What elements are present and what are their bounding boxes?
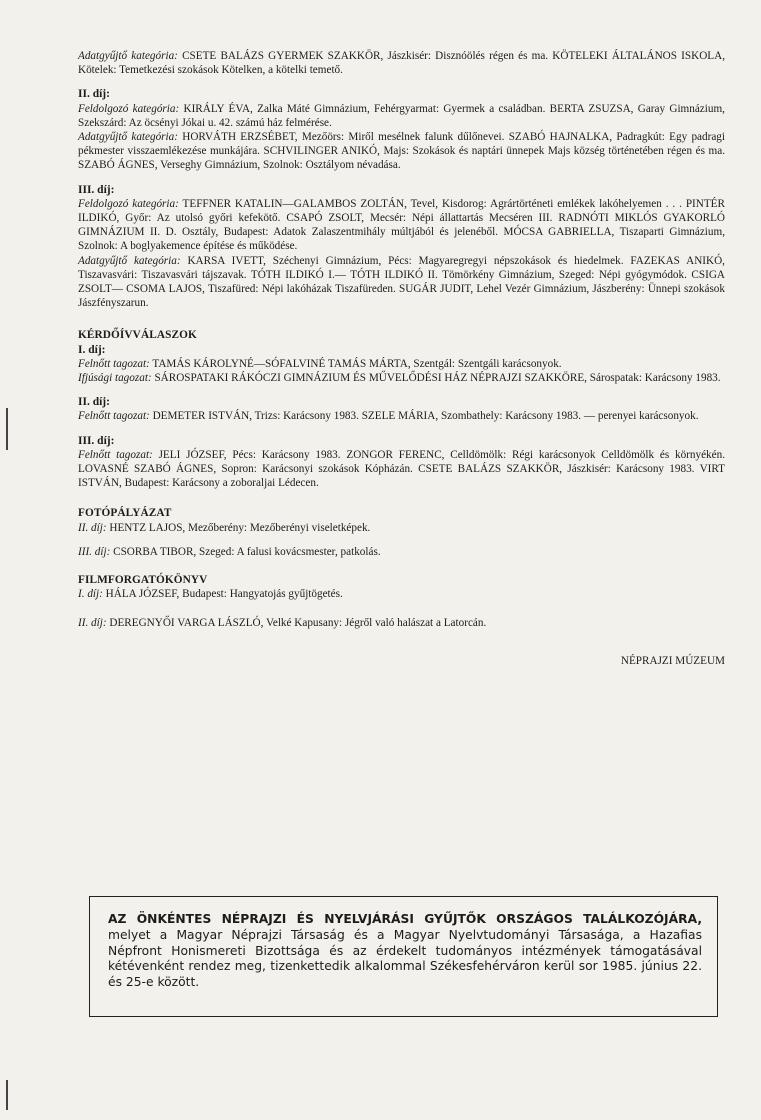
- entry-text: HORVÁTH ERZSÉBET, Mezőörs: Miről mesélnek falunk dűlőnevei. SZABÓ HAJNALKA, Padragkút: Egy padragi pékmester visszaemlékezése munkájára. SCHVILINGER ANIKÓ, Majs: Szokások és naptári ünnepek Majs község történetében régen és ma. SZABÓ ÁGNES, Verseghy Gimnázium, Szolnok: Osztályom névadása.: [78, 131, 725, 172]
- category-label: Feldolgozó kategória:: [78, 197, 179, 210]
- category-label: Feldolgozó kategória:: [78, 102, 180, 115]
- prize-3-feldolgozo: [78, 197, 725, 254]
- section1-tail: [78, 49, 725, 77]
- film-prize-1: [78, 587, 725, 601]
- prize-3-adatgyujto: [78, 254, 725, 311]
- foto-prize-3: [78, 545, 725, 559]
- entry-text: TEFFNER KATALIN—GALAMBOS ZOLTÁN, Tevel, Kisdorog: Agrártörténeti emlékek lakóhelyemen . . . PINTÉR ILDIKÓ, Győr: Az utolsó győri kefekötő. CSAPÓ ZSOLT, Mecsér: Népi állattartás Mecséren III. RADNÓTI MIKLÓS GYAKORLÓ GIMNÁZIUM II. D. Osztály, Budapest: Adatok Zalaszentmihály múltjából és jelenéből. MÓCSA GABRIELLA, Tiszaparti Gimnázium, Szolnok: A boglyakemence építése és működése.: [78, 197, 725, 253]
- kerdoiv-prize-3-felnott: [78, 448, 725, 491]
- results-text: [78, 49, 725, 668]
- prize-label: II. díj:: [78, 521, 107, 534]
- entry-text: HENTZ LAJOS, Mezőberény: Mezőberényi viseletképek.: [106, 521, 371, 534]
- foto-section-title: FOTÓPÁLYÁZAT: [78, 507, 172, 520]
- scan-edge-mark: [6, 1080, 8, 1110]
- entry-text: KARSA IVETT, Széchenyi Gimnázium, Pécs: Magyaregregyi népszokások és hiedelmek. FAZEKAS ANIKÓ, Tiszavasvári: Tiszavasvári tájszavak. TÓTH ILDIKÓ I.— TÓTH ILDIKÓ II. Tömörkény Gimnázium, Szeged: Népi gyógymódok. CSIGA ZSOLT— CSOMA LAJOS, Tiszafüred: Népi lakóházak Tiszafüreden. SUGÁR JUDIT, Lehel Vezér Gimnázium, Jászberény: Ünnepi szokások Jászfényszarun.: [78, 254, 725, 310]
- kerdoiv-prize-1-ifjusagi: [78, 371, 725, 385]
- entry-text: DEMETER ISTVÁN, Trizs: Karácsony 1983. SZELE MÁRIA, Szombathely: Karácsony 1983. — perenyei karácsonyok.: [149, 410, 699, 423]
- entry-text: KIRÁLY ÉVA, Zalka Máté Gimnázium, Fehérgyarmat: Gyermek a családban. BERTA ZSUZSA, Garay Gimnázium, Szekszárd: Az öcsényi Jókai u. 42. számú ház felmérése.: [78, 102, 725, 129]
- kerdoiv-prize-1-felnott: [78, 357, 725, 371]
- entry-text: DEREGNYŐI VARGA LÁSZLÓ, Velké Kapusany: Jégről való halászat a Latorcán.: [106, 616, 487, 629]
- category-label: Adatgyűjtő kategória:: [78, 254, 181, 267]
- entry-text: SÁROSPATAKI RÁKÓCZI GIMNÁZIUM ÉS MŰVELŐDÉSI HÁZ NÉPRAJZI SZAKKÖRE, Sárospatak: Karácsony 1983.: [151, 372, 721, 385]
- notice-bold-lead: AZ ÖNKÉNTES NÉPRAJZI ÉS NYELVJÁRÁSI GYŰJTŐK ORSZÁGOS TALÁLKOZÓJÁRA,: [108, 912, 702, 926]
- category-label: Felnőtt tagozat:: [78, 410, 150, 423]
- kerdoiv-prize-2-heading: II. díj:: [78, 396, 110, 409]
- kerdoiv-prize-1-heading: I. díj:: [78, 343, 106, 356]
- prize-label: I. díj:: [78, 588, 103, 601]
- entry-text: CSETE BALÁZS GYERMEK SZAKKÖR, Jászkisér: Disznóölés régen és ma. KÖTELEKI ÁLTALÁNOS ISKOLA, Kötelek: Temetkezési szokások Kötelken, a kötelki temető.: [78, 50, 725, 77]
- entry-text: JELI JÓZSEF, Pécs: Karácsony 1983. ZONGOR FERENC, Celldömölk: Régi karácsonyok Celldömölk és környékén. LOVASNÉ SZABÓ ÁGNES, Sopron: Karácsonyi szokások Kópházán. CSETE BALÁZS SZAKKÖR, Jászkisér: Karácsony 1983. VIRT ISTVÁN, Budapest: Karácsony a zoboraljai Lédecen.: [78, 448, 725, 490]
- film-section-title: FILMFORGATÓKÖNYV: [78, 574, 208, 587]
- foto-prize-2: [78, 521, 725, 535]
- entry-text: CSORBA TIBOR, Szeged: A falusi kovácsmester, patkolás.: [110, 545, 381, 558]
- category-label: Felnőtt tagozat:: [78, 448, 153, 461]
- notice-box-text: [108, 912, 702, 991]
- category-label: Felnőtt tagozat:: [78, 357, 150, 370]
- entry-text: HÁLA JÓZSEF, Budapest: Hangyatojás gyűjtögetés.: [102, 588, 343, 601]
- film-prize-2: [78, 616, 725, 630]
- kerdoiv-section-title: KÉRDŐÍVVÁLASZOK: [78, 329, 197, 342]
- prize-label: III. díj:: [78, 545, 111, 558]
- notice-body: melyet a Magyar Néprajzi Társaság és a Magyar Nyelvtudományi Társasága, a Hazafias Népfront Honismereti Bizottsága és az érdekelt tudományos intézmények támogatásával kétévenként rendez meg, tizenkettedik alkalommal Székesfehérváron kerül sor 1985. június 22. és 25-e között.: [108, 927, 702, 990]
- prize-label: II. díj:: [78, 616, 107, 629]
- prize-2-feldolgozo: [78, 102, 725, 130]
- scan-edge-mark: [6, 408, 8, 450]
- kerdoiv-prize-3-heading: III. díj:: [78, 434, 115, 447]
- entry-text: TAMÁS KÁROLYNÉ—SÓFALVINÉ TAMÁS MÁRTA, Szentgál: Szentgáli karácsonyok.: [149, 357, 562, 370]
- prize-2-adatgyujto: [78, 130, 725, 173]
- kerdoiv-prize-2-felnott: [78, 409, 725, 423]
- prize-3-heading: III. díj:: [78, 183, 115, 196]
- signature: NÉPRAJZI MÚZEUM: [620, 654, 725, 667]
- prize-2-heading: II. díj:: [78, 88, 110, 101]
- category-label: Adatgyűjtő kategória:: [78, 131, 178, 144]
- category-label: Adatgyűjtő kategória:: [78, 50, 178, 62]
- category-label: Ifjúsági tagozat:: [78, 372, 152, 385]
